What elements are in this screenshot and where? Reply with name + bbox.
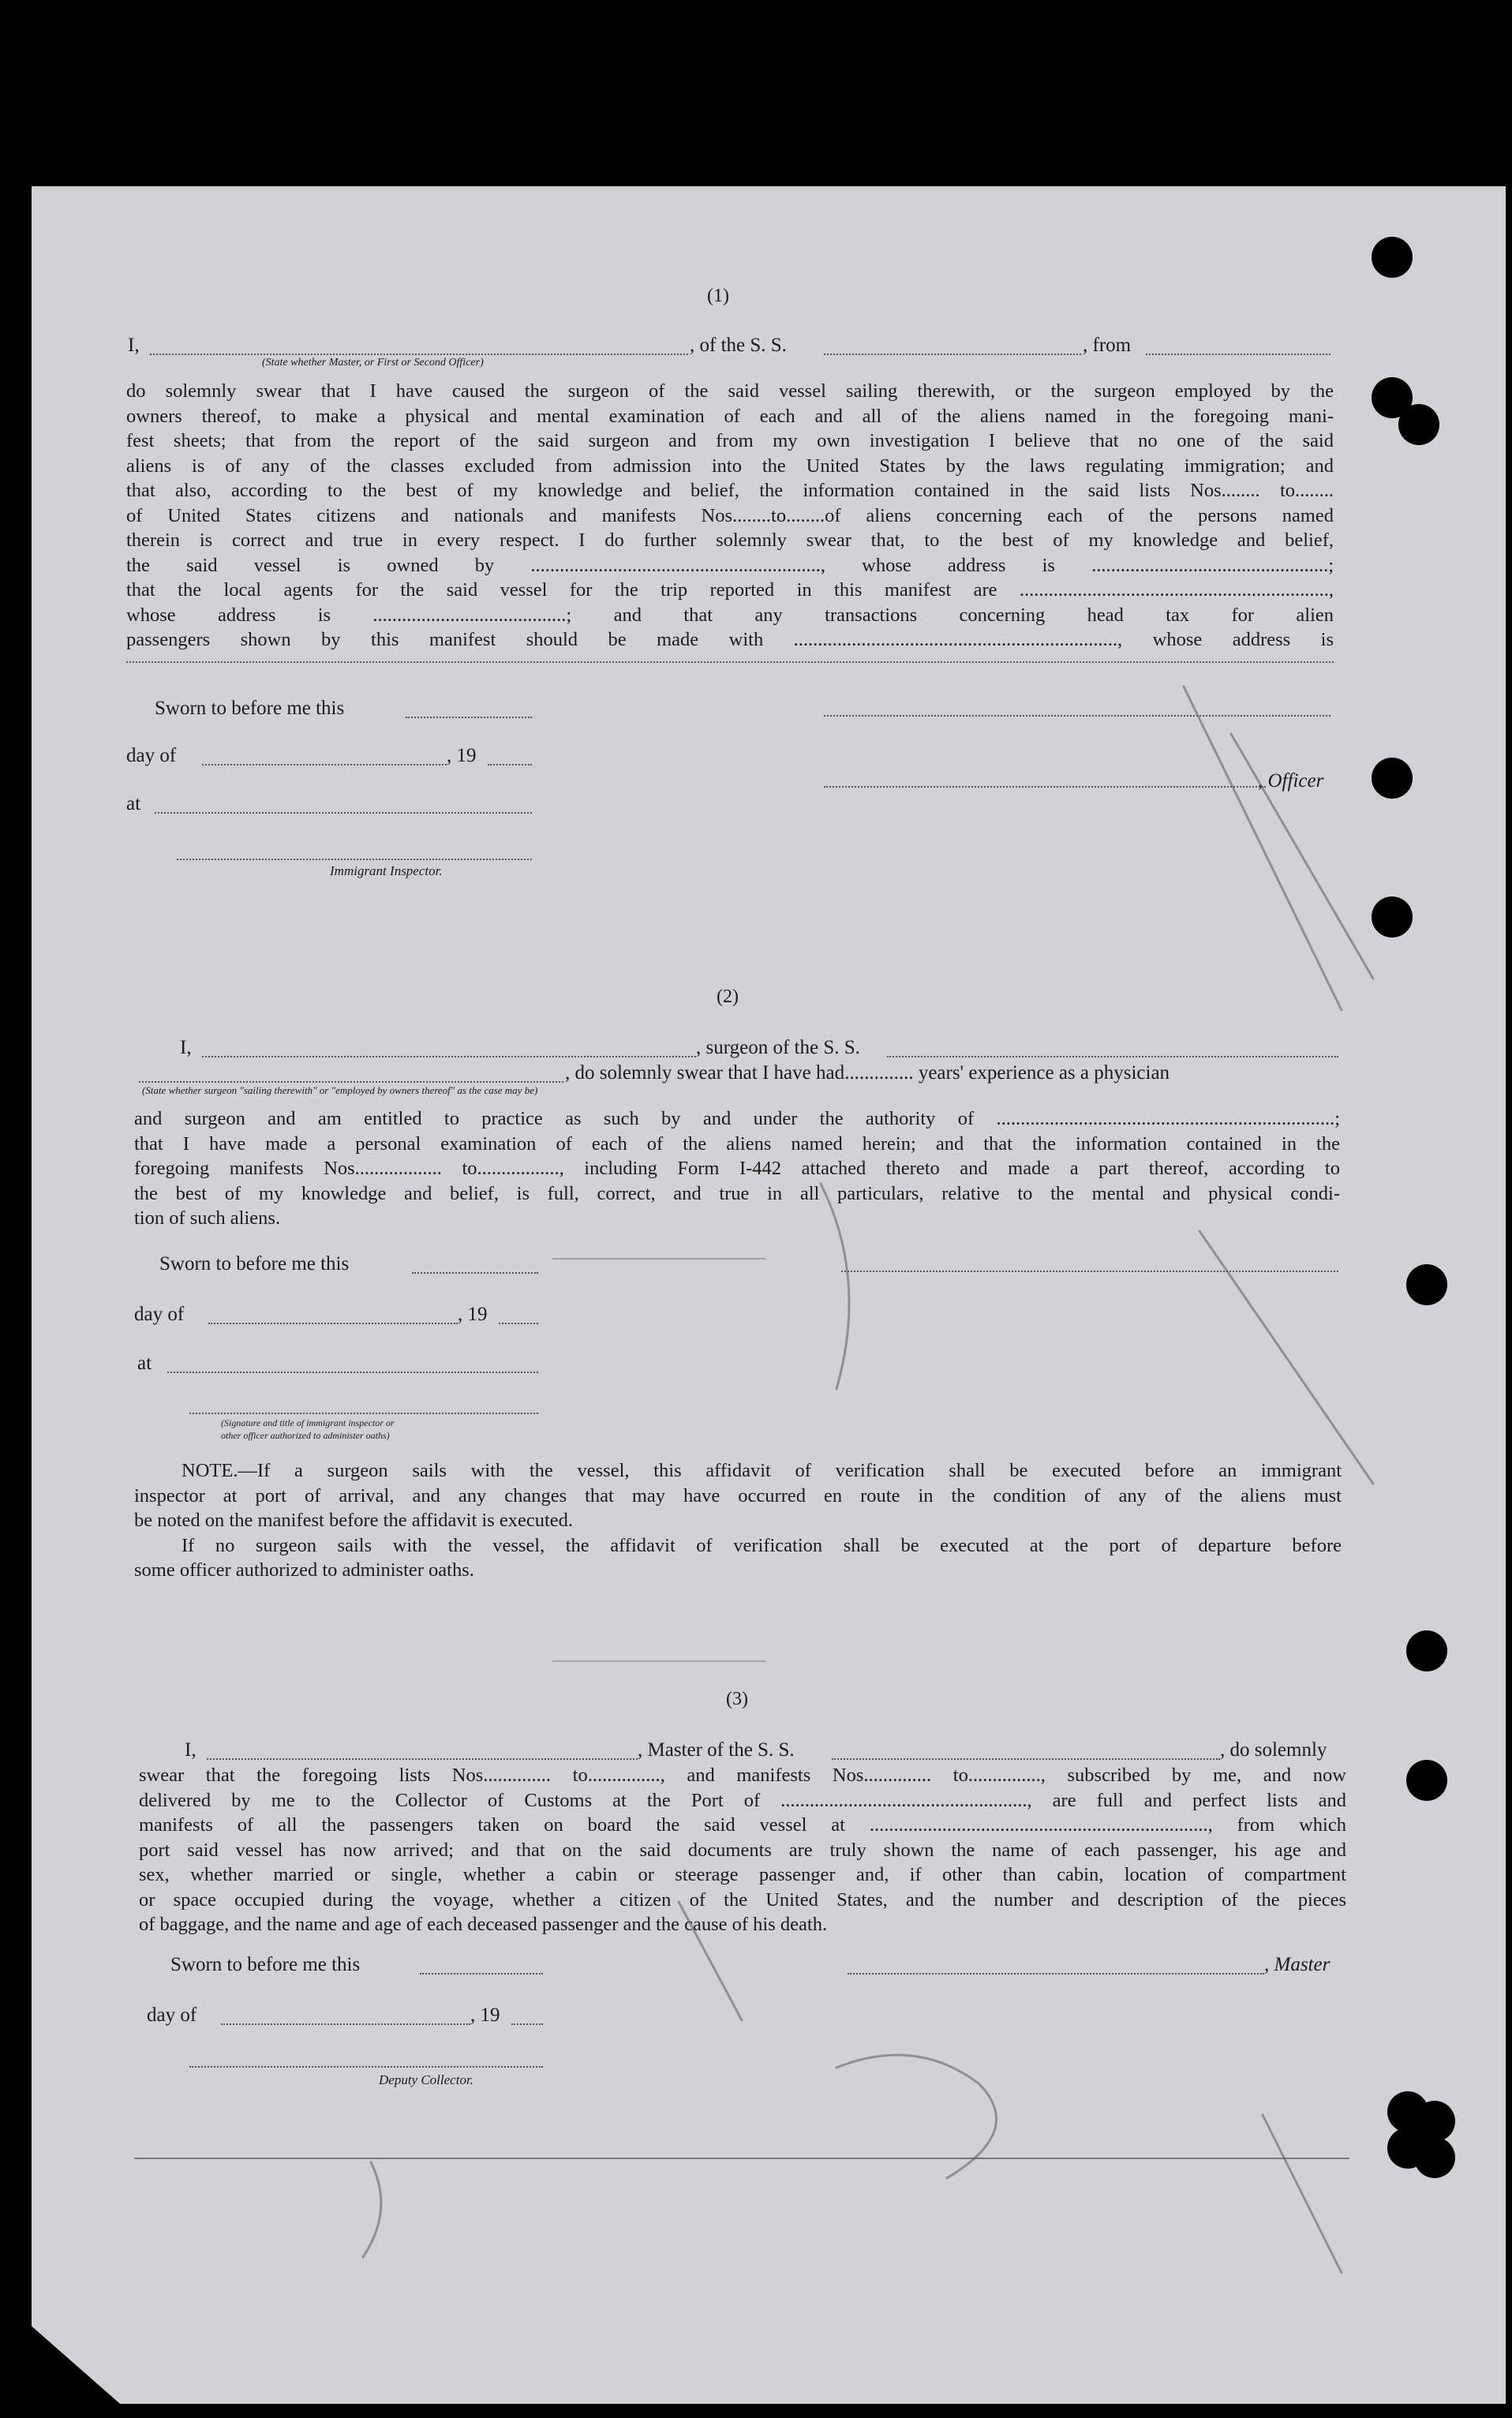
deputy-collector-label: Deputy Collector. xyxy=(379,2072,473,2087)
oath-line: swear that the foregoing lists Nos.............. to..............., and manifests Nos.............. to..............., subscribed by me, and now xyxy=(139,1765,1346,1786)
bleed-through-text: ─────────────── xyxy=(552,1247,766,1274)
oath-line: of United States citizens and nationals and manifests Nos........to........of aliens concerning each of the persons named xyxy=(126,504,1334,526)
oath-line: therein is correct and true in every respect. I do further solemnly swear that, to the best of my knowledge and belief, xyxy=(126,530,1334,551)
sworn-label-1: Sworn to before me this xyxy=(155,698,345,719)
master-signature-label: , Master xyxy=(1264,1954,1330,1975)
surgeon-label: , surgeon of the S. S. xyxy=(696,1037,860,1058)
section-1-number: (1) xyxy=(707,286,729,306)
sworn-label-3: Sworn to before me this xyxy=(170,1954,361,1975)
oath-line: tion of such aliens. xyxy=(134,1207,281,1229)
oath-line: fest sheets; that from the report of the said surgeon and from my own investigation I believe that no one of the said xyxy=(126,430,1334,451)
day-of-label-1: day of xyxy=(126,745,177,766)
oath-line: do solemnly swear that I have caused the surgeon of the said vessel sailing therewith, or the surgeon employed by the xyxy=(126,380,1334,402)
signature-note-2: other officer authorized to administer oaths) xyxy=(221,1430,390,1441)
do-solemnly-label: , do solemnly xyxy=(1220,1739,1327,1761)
oath-line: the said vessel is owned by ............................................................, whose address is .................................................; xyxy=(126,554,1334,576)
oath-line: that the local agents for the said vessel for the trip reported in this manifest are ................................................................, xyxy=(126,579,1334,601)
bleed-through-text: ─────────────── xyxy=(552,1649,766,1676)
handwritten-stroke xyxy=(363,2162,381,2257)
surgeon-oath-line: , do solemnly swear that I have had.............. years' experience as a physician xyxy=(565,1062,1170,1084)
handwritten-stroke xyxy=(836,2055,997,2178)
day-of-label-3: day of xyxy=(147,2004,197,2026)
oath-line: and surgeon and am entitled to practice as such by and under the authority of ......................................................................; xyxy=(134,1108,1340,1129)
at-label-1: at xyxy=(126,793,141,814)
at-label-2: at xyxy=(137,1353,152,1374)
note-line: some officer authorized to administer oaths. xyxy=(134,1559,474,1581)
of-the-ss-label: , of the S. S. xyxy=(690,335,787,356)
oath-line: port said vessel has now arrived; and that on the said documents are truly shown the name of each passenger, his age and xyxy=(139,1839,1346,1861)
master-label: , Master of the S. S. xyxy=(638,1739,795,1761)
oath-line: sex, whether married or single, whether a cabin or steerage passenger and, if other than cabin, location of compartment xyxy=(139,1864,1346,1885)
oath-line: or space occupied during the voyage, whether a citizen of the United States, and the number and description of the pieces xyxy=(139,1888,1346,1911)
note-line: inspector at port of arrival, and any changes that may have occurred en route in the condition of any of the aliens must xyxy=(134,1484,1342,1507)
oath-line: that also, according to the best of my knowledge and belief, the information contained in the said lists Nos........ to........ xyxy=(126,480,1334,501)
section-1-i: I, xyxy=(128,335,140,356)
year-label-3: , 19 xyxy=(470,2004,500,2026)
handwritten-stroke xyxy=(1199,1231,1373,1484)
section-3-i: I, xyxy=(185,1739,196,1761)
oath-line: the best of my knowledge and belief, is full, correct, and true in all particulars, relative to the mental and physical condi- xyxy=(134,1182,1340,1204)
sworn-label-2: Sworn to before me this xyxy=(159,1253,350,1275)
surgeon-note: (State whether surgeon "sailing therewith" or "employed by owners thereof" as the case may be) xyxy=(142,1084,538,1096)
note-line: NOTE.—If a surgeon sails with the vessel, this affidavit of verification shall be executed before an immigrant xyxy=(182,1460,1342,1481)
officer-label: , Officer xyxy=(1258,770,1324,792)
oath-line: of baggage, and the name and age of each deceased passenger and the cause of his death. xyxy=(139,1914,828,1935)
note-line: be noted on the manifest before the affidavit is executed. xyxy=(134,1510,574,1531)
from-label: , from xyxy=(1083,335,1132,356)
oath-line: whose address is ........................................; and that any transactions concerning head tax for alien xyxy=(126,604,1334,626)
handwritten-stroke xyxy=(679,1902,742,2020)
handwritten-stroke xyxy=(1184,687,1342,1010)
inspector-label: Immigrant Inspector. xyxy=(330,863,443,878)
oath-line: aliens is of any of the classes excluded from admission into the United States by the laws regulating immigration; and xyxy=(126,455,1334,477)
year-label-1: , 19 xyxy=(447,745,477,766)
oath-line: passengers shown by this manifest should be made with ..................................................................., whose address is xyxy=(126,629,1334,650)
handwritten-stroke xyxy=(1263,2115,1342,2273)
day-of-label-2: day of xyxy=(134,1304,185,1325)
oath-line: owners thereof, to make a physical and mental examination of each and all of the aliens named in the foregoing mani- xyxy=(126,405,1334,427)
section-2-i: I, xyxy=(180,1037,192,1058)
handwritten-stroke xyxy=(821,1184,849,1389)
oath-line: that I have made a personal examination of each of the aliens named herein; and that the information contained in the xyxy=(134,1132,1340,1155)
officer-note: (State whether Master, or First or Second Officer) xyxy=(262,357,484,369)
signature-note-1: (Signature and title of immigrant inspector or xyxy=(221,1417,395,1428)
note-line: If no surgeon sails with the vessel, the affidavit of verification shall be executed at the port of departure before xyxy=(182,1534,1342,1556)
oath-line: manifests of all the passengers taken on board the said vessel at ......................................................................, from which xyxy=(139,1814,1346,1836)
section-3-number: (3) xyxy=(726,1689,748,1709)
handwritten-stroke xyxy=(1231,734,1373,979)
year-label-2: , 19 xyxy=(458,1304,488,1325)
oath-line: foregoing manifests Nos.................. to................., including Form I-442 attached thereto and made a part thereof, according to xyxy=(134,1158,1340,1179)
oath-line: delivered by me to the Collector of Customs at the Port of ..................................................., are full and perfect lists and xyxy=(139,1789,1346,1811)
section-2-number: (2) xyxy=(717,986,739,1007)
